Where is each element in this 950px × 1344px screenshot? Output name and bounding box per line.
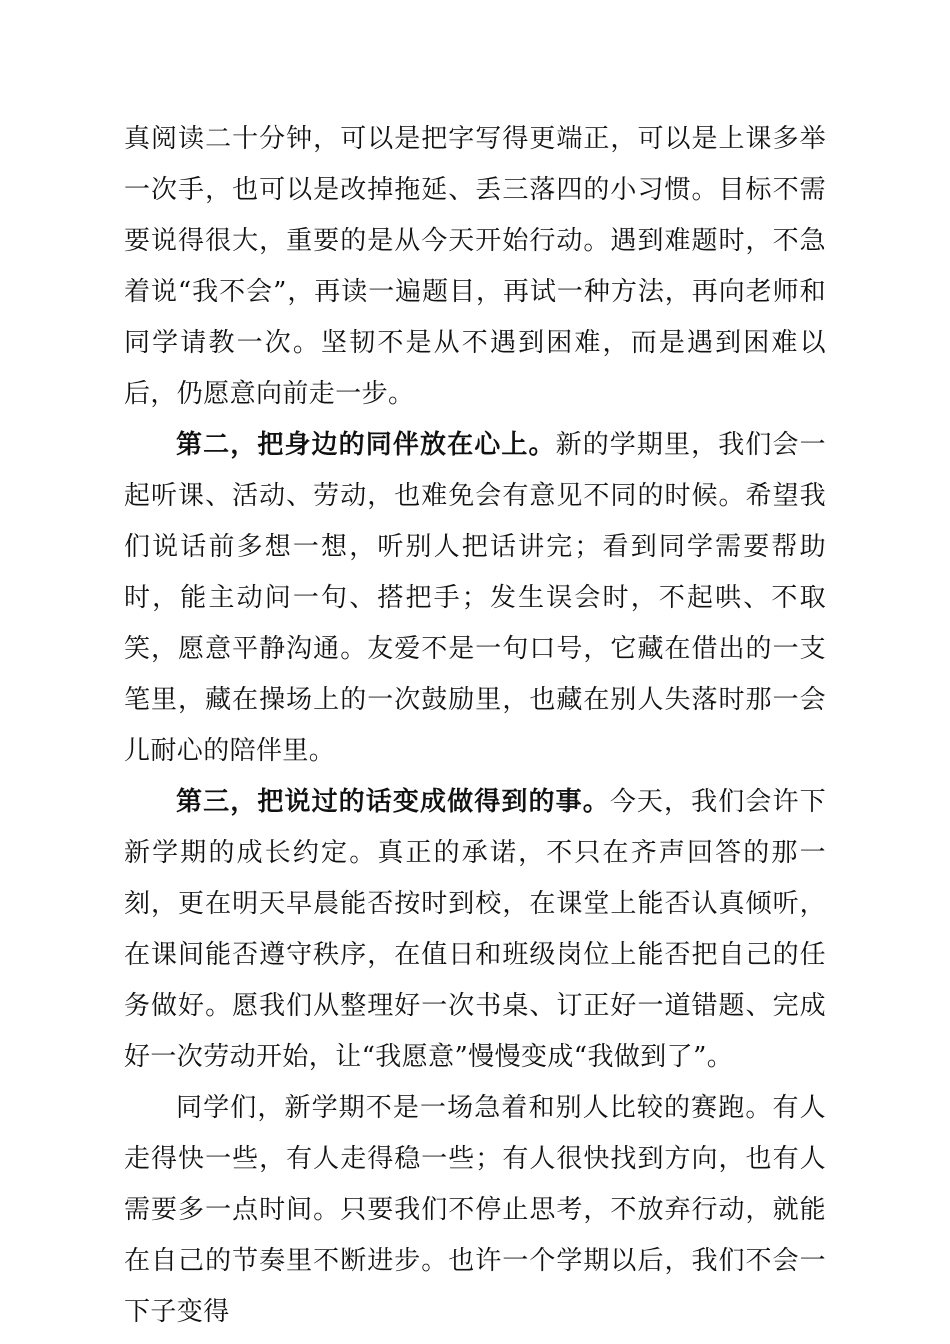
paragraph-closing [124, 1083, 826, 1338]
paragraph-lead: 第三，把说过的话变成做得到的事。 [176, 787, 610, 817]
paragraph-text: 新的学期里，我们会一起听课、活动、劳动，也难免会有意见不同的时候。希望我们说话前多想一想，听别人把话讲完；看到同学需要帮助时，能主动问一句、搭把手；发生误会时，不起哄、不取笑，愿意平静沟通。友爱不是一句口号，它藏在借出的一支笔里，藏在操场上的一次鼓励里，也藏在别人失落时那一会儿耐心的陪伴里。 [124, 430, 826, 766]
paragraph-point-two [124, 420, 826, 777]
paragraph-text: 今天，我们会许下新学期的成长约定。真正的承诺，不只在齐声回答的那一刻，更在明天早晨能否按时到校，在课堂上能否认真倾听，在课间能否遵守秩序，在值日和班级岗位上能否把自己的任务做好。愿我们从整理好一次书桌、订正好一道错题、完成好一次劳动开始，让“我愿意”慢慢变成“我做到了”。 [124, 787, 827, 1072]
paragraph-text: 同学们，新学期不是一场急着和别人比较的赛跑。有人走得快一些，有人走得稳一些；有人很快找到方向，也有人需要多一点时间。只要我们不停止思考，不放弃行动，就能在自己的节奏里不断进步。也许一个学期以后，我们不会一下子变得 [124, 1093, 826, 1327]
paragraph-lead: 第二，把身边的同伴放在心上。 [176, 430, 556, 460]
paragraph-point-three [124, 777, 826, 1083]
document-page [124, 114, 826, 1338]
paragraph-text: 真阅读二十分钟，可以是把字写得更端正，可以是上课多举一次手，也可以是改掉拖延、丢三落四的小习惯。目标不需要说得很大，重要的是从今天开始行动。遇到难题时，不急着说“我不会”，再读一遍题目，再试一种方法，再向老师和同学请教一次。坚韧不是从不遇到困难，而是遇到困难以后，仍愿意向前走一步。 [124, 124, 826, 409]
paragraph-continuation [124, 114, 826, 420]
